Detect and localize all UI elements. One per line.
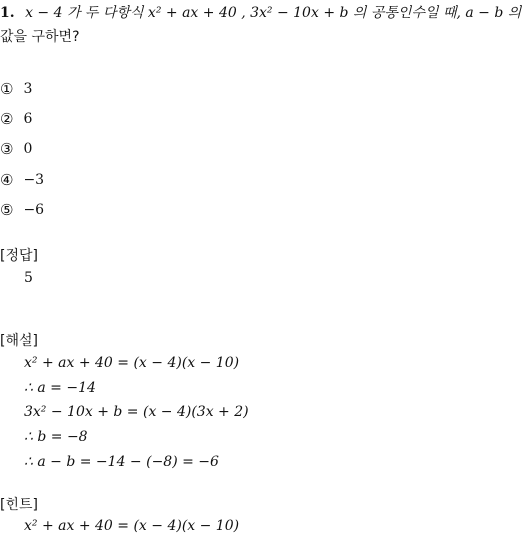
choice-marker: ④: [0, 171, 14, 189]
choice-value: −3: [23, 172, 45, 188]
question-line-2: 값을 구하면?: [0, 29, 80, 45]
explanation-line-5: ∴ a − b = −14 − (−8) = −6: [24, 454, 219, 470]
choice-value: 3: [23, 81, 33, 97]
hint-label: [힌트]: [0, 497, 38, 513]
choice-value: 6: [23, 111, 33, 127]
question-line-1: [0, 2, 521, 22]
answer-value: 5: [24, 270, 33, 286]
choice-4[interactable]: [0, 171, 44, 189]
choice-value: 0: [23, 141, 33, 157]
choice-marker: ③: [0, 140, 14, 158]
hint-line: x² + ax + 40 = (x − 4)(x − 10): [24, 518, 240, 534]
choice-marker: ⑤: [0, 201, 14, 219]
explanation-line-4: ∴ b = −8: [24, 429, 88, 445]
choice-marker: ①: [0, 80, 14, 98]
choice-marker: ②: [0, 110, 14, 128]
explanation-line-1: x² + ax + 40 = (x − 4)(x − 10): [24, 355, 240, 371]
explanation-label: [해설]: [0, 333, 38, 349]
choice-value: −6: [23, 202, 45, 218]
choice-5[interactable]: [0, 201, 44, 219]
explanation-line-3: 3x² − 10x + b = (x − 4)(3x + 2): [24, 404, 249, 420]
answer-label: [정답]: [0, 248, 38, 264]
choice-2[interactable]: [0, 110, 32, 128]
question-text-line-1: x − 4 가 두 다항식 x² + ax + 40 , 3x² − 10x + b 의 공통인수일 때, a − b 의: [25, 5, 522, 21]
choice-1[interactable]: [0, 80, 32, 98]
explanation-line-2: ∴ a = −14: [24, 380, 96, 396]
choice-3[interactable]: [0, 140, 32, 158]
question-number: 1.: [0, 5, 15, 21]
